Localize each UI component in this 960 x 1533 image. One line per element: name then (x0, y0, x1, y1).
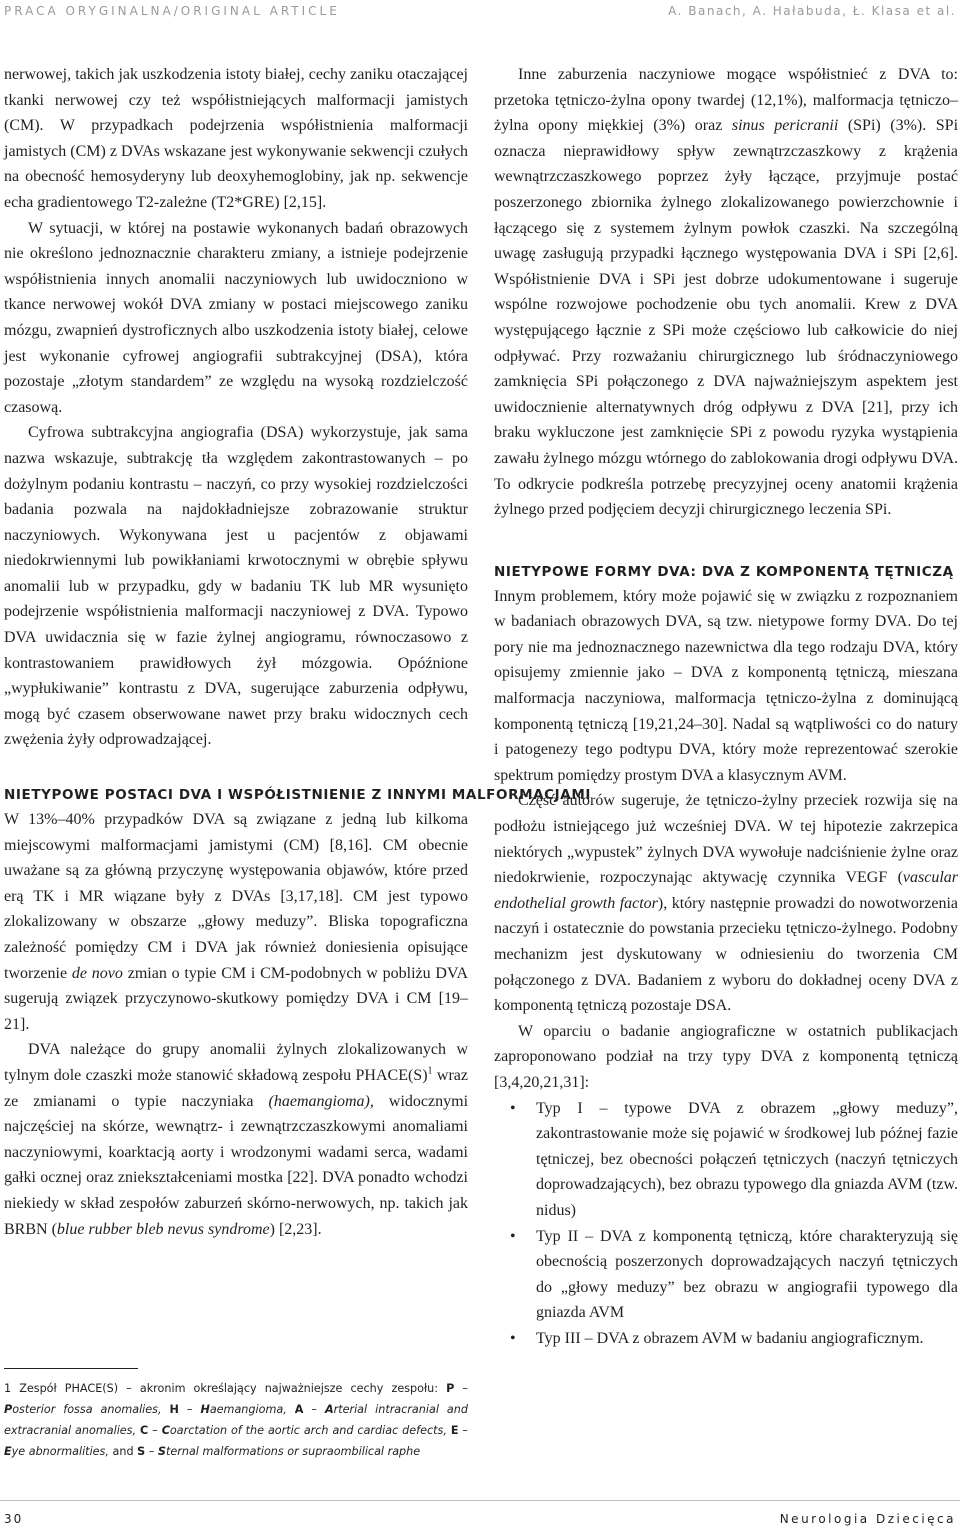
running-header-authors: A. Banach, A. Hałabuda, Ł. Klasa et al. (668, 4, 956, 18)
paragraph: W 13%–40% przypadków DVA są związane z jedną lub kilkoma miejscowymi malformacjami jamistymi (CM) [8,16]. CM obecnie uważane są za główną przyczynę występowania objawów, które przed erą TK i MR wiązane były z DVAs [3,17,18]. CM jest typowo zlokalizowany w obszarze „głowy meduzy”. Bliska topograficzna zależność pomiędzy CM i DVA jak również doniesienia opisujące tworzenie de novo zmian o typie CM i CM-podobnych w pobliżu DVA sugerują związek przyczynowo-skutkowy pomiędzy DVA i CM [19–21]. (4, 811, 469, 1033)
list-item: • Typ I – typowe DVA z obrazem „głowy meduzy”, zakontrastowanie może się pojawić w środkowej lub późnej fazie tętniczej, bez obecności połączeń tętniczych (naczyń tętniczych doprowadzających), bez obrazu typowego dla gniazda AVM (tzw. nidus) (494, 1096, 958, 1224)
footnote-marker: 1 (427, 1065, 433, 1077)
paragraph: nerwowej, takich jak uszkodzenia istoty białej, cechy zaniku otaczającej tkanki nerwowej czy też współistniejących malformacji jamistych (CM). W przypadkach podejrzenia współistnienia malformacji jamistych (CM) z DVAs wskazane jest wykonywanie sekwencji czułych na obecność hemosyderyny lub deoxyhemoglobiny, jak np. sekwencje echa gradientowego T2-zależne (T2*GRE) [2,15]. (4, 66, 468, 211)
paragraph: W sytuacji, w której na postawie wykonanych badań obrazowych nie określono jednoznacznie charakteru zmiany, a istnieje podejrzenie współistnienia innych anomalii naczyniowych lub uwidoczniono w tkance nerwowej wokół DVA zmiany w postaci miejscowego zaniku mózgu, zwapnień dystroficznych albo uszkodzenia istoty białej, celowe jest wykonanie cyfrowej angiografii subtrakcyjnej (DSA), która pozostaje „złotym standardem” ze względu na wysoką rozdzielczość czasową. (4, 219, 468, 416)
paragraph: W oparciu o badanie angiograficzne w ostatnich publikacjach zaproponowano podział na trzy typy DVA z komponentą tętniczą [3,4,20,21,31]: (494, 1022, 958, 1091)
paragraph: Cyfrowa subtrakcyjna angiografia (DSA) wykorzystuje, jak sama nazwa wskazuje, subtrakcję tła względem zakontrastowanych – po dożylnym podaniu kontrastu – naczyń, co przy wysokiej rozdzielczości badania pozwala na najdokładniejsze zobrazowanie struktur naczyniowych. Wykonywana jest u pacjentów z objawami niedokrwiennymi lub powikłaniami krwotocznymi w obrębie spływu anomalii lub w przypadku, gdy w badaniu TK lub MR wysunięto podejrzenie współistnienia malformacji naczyniowej z DVA. Typowo DVA uwidacznia się w fazie żylnej angiogramu, równoczasowo z kontrastowaniem prawidłowych żył mózgowia. Opóźnione „wypłukiwanie” kontrastu z DVA, sugerujące zaburzenia odpływu, mogą być czasem obserwowane nawet przy braku widocznych cech zwężenia żyły odprowadzającej. (4, 424, 468, 749)
paragraph: DVA należące do grupy anomalii żylnych zlokalizowanych w tylnym dole czaszki może stanowić składową zespołu $PHACE(S)^1$ wraz ze zmianami o typie naczyniaka (haemangioma), widocznymi najczęściej na skórze, wewnątrz- i zewnątrzczaszkowymi anomaliami naczyniowymi, koarktacją aorty i wrodzonymi wadami serca, wadami gałki ocznej oraz zniekształceniami mostka [22]. DVA ponadto wchodzi niekiedy w skład zespołów zaburzeń skórno-nerwowych, np. takich jak BRBN (blue rubber bleb nevus syndrome) [2,23]. (4, 1041, 469, 1238)
left-column (4, 62, 591, 1242)
right-column (494, 62, 958, 1352)
paragraph: Innym problemem, który może pojawić się w związku z rozpoznaniem w badaniach obrazowych DVA, są tzw. nietypowe formy DVA. Do tej pory nie ma jednoznacznego nazewnictwa dla tego rodzaju DVA, który opisujemy zmiennie jako – DVA z komponentą tętniczą, mieszana malformacja naczyniowa, malformacja tętniczo-żylna z dominującą komponentą tętniczą [19,21,24–30]. Nadal są wątpliwości co do natury i patogenezy tego podtypu DVA, który może reprezentować szerokie spektrum pomiędzy prostym DVA a klasycznym AVM. (494, 587, 958, 784)
section-heading: NIETYPOWE FORMY DVA: DVA Z KOMPONENTĄ TĘTNICZĄ (494, 563, 954, 580)
list-item: • Typ II – DVA z komponentą tętniczą, które charakteryzują się obecnością poszerzonych doprowadzających naczyń tętniczych do „głowy meduzy” bez obrazu w angiografii typowego dla gniazda AVM (494, 1224, 958, 1326)
footnote-divider (4, 1368, 138, 1369)
page-number: 30 (4, 1512, 24, 1526)
paragraph: Część autorów sugeruje, że tętniczo-żylny przeciek rozwija się na podłożu istniejącego już wcześniej DVA. W tej hipotezie zakrzepica niektórych „wypustek” żylnych DVA wywołuje nadciśnienie żylne oraz niedokrwienie, rozpoczynając aktywację czynnika VEGF (vascular endothelial growth factor), który następnie prowadzi do nowotworzenia naczyń i ostatecznie do powstania przecieku tętniczo-żylnego. Podobny mechanizm jest dyskutowany w odniesieniu do tworzenia CM połączonego z DVA. Badaniem z wyboru do dokładnej oceny DVA z komponentą tętniczą pozostaje DSA. (494, 792, 959, 1015)
footer-divider (0, 1500, 960, 1501)
bullet-icon: • (510, 1227, 516, 1245)
bullet-icon: • (510, 1099, 516, 1117)
paragraph: Inne zaburzenia naczyniowe mogące współistnieć z DVA to: przetoka tętniczo-żylna opony twardej (12,1%), malformacja tętniczo–żylna opony miękkiej (3%) oraz sinus pericranii (SPi) (3%). SPi oznacza nieprawidłowy spływ zewnątrzczaszkowy z krążenia wewnątrzczaszkowego poprzez żyły łączące, przyjmuje postać poszerzonego zbiornika żylnego zlokalizowanego powierzchownie i łączącego się z systemem żylnym powłok czaszki. Na szczególną uwagę zasługują przypadki łącznego występowania DVA i SPi [2,6]. Współistnienie DVA i SPi jest dobrze udokumentowane i sugeruje wspólne rozwojowe pochodzenie obu tych anomalii. Krew z DVA występującego łącznie z SPi może częściowo lub całkowicie do niej odpływać. Przy rozważaniu chirurgicznego lub śródnaczyniowego zamknięcia SPi połączonego z DVA najważniejszym aspektem jest uwidocznienie alternatywnych dróg odpływu z DVA [21], przy ich braku wykluczone jest zamknięcie SPi z powodu ryzyka wystąpienia zawału żylnego mózgu wtórnego do zablokowania drogi odpływu DVA. To odkrycie podkreśla potrzebę precyzyjnej oceny anatomii krążenia żylnego przed podjęciem decyzji chirurgicznego leczenia SPi. (494, 66, 959, 519)
list-item: • Typ III – DVA z obrazem AVM w badaniu angiograficznym. (494, 1326, 958, 1352)
footnote: 1 Zespół PHACE(S) – akronim określający najważniejsze cechy zespołu: P – Posterior fossa anomalies, H – Haemangioma, A – Arterial intracranial and extracranial anomalies, C – Coarctation of the aortic arch and cardiac defects, E – Eye abnormalities, and S – Sternal malformations or supraombilical raphe (4, 1382, 469, 1458)
running-header-section: PRACA ORYGINALNA/ORIGINAL ARTICLE (4, 4, 340, 18)
section-heading: NIETYPOWE POSTACI DVA I WSPÓŁISTNIENIE Z INNYMI MALFORMACJAMI (4, 787, 591, 804)
bullet-icon: • (510, 1329, 516, 1347)
dva-types-list (494, 1096, 958, 1352)
journal-name: Neurologia Dziecięca (779, 1512, 956, 1526)
